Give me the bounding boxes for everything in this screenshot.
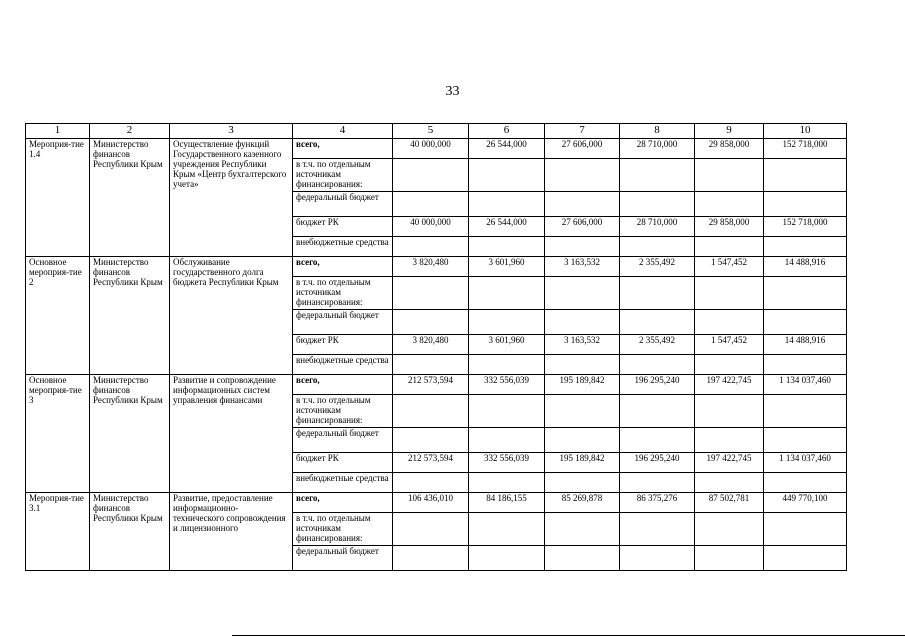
amount-cell: 29 858,000 xyxy=(695,217,764,237)
funding-source-cell: бюджет РК xyxy=(293,217,393,237)
executor-cell: Министерство финансов Республики Крым xyxy=(90,375,170,493)
amount-cell xyxy=(695,513,764,546)
col-header: 2 xyxy=(90,124,170,139)
funding-source-cell: всего, xyxy=(293,493,393,513)
amount-cell: 3 601,960 xyxy=(469,257,545,277)
table-row xyxy=(26,257,847,277)
amount-cell: 449 770,100 xyxy=(764,493,847,513)
funding-source-cell: в т.ч. по отдельным источникам финансирования: xyxy=(293,513,393,546)
amount-cell xyxy=(695,277,764,310)
amount-cell xyxy=(545,310,620,335)
amount-cell xyxy=(393,513,469,546)
description-cell: Осуществление функций Государственного казенного учреждения Республики Крым «Центр бухгалтерского учета» xyxy=(170,139,293,257)
amount-cell xyxy=(620,513,695,546)
amount-cell: 332 556,039 xyxy=(469,375,545,395)
amount-cell: 3 820,480 xyxy=(393,257,469,277)
amount-cell xyxy=(695,310,764,335)
amount-cell: 3 601,960 xyxy=(469,335,545,355)
funding-source-cell: всего, xyxy=(293,375,393,395)
col-header: 6 xyxy=(469,124,545,139)
amount-cell xyxy=(695,546,764,571)
funding-source-cell: бюджет РК xyxy=(293,335,393,355)
amount-cell xyxy=(620,237,695,257)
col-header: 9 xyxy=(695,124,764,139)
amount-cell xyxy=(393,546,469,571)
amount-cell xyxy=(469,513,545,546)
funding-source-cell: федеральный бюджет xyxy=(293,428,393,453)
amount-cell xyxy=(695,428,764,453)
activity-cell: Основное мероприя-тие 3 xyxy=(26,375,90,493)
funding-source-cell: в т.ч. по отдельным источникам финансирования: xyxy=(293,277,393,310)
amount-cell xyxy=(469,428,545,453)
amount-cell: 195 189,842 xyxy=(545,375,620,395)
amount-cell xyxy=(545,277,620,310)
funding-source-cell: федеральный бюджет xyxy=(293,310,393,335)
amount-cell: 196 295,240 xyxy=(620,453,695,473)
amount-cell xyxy=(469,237,545,257)
amount-cell xyxy=(695,355,764,375)
amount-cell xyxy=(545,159,620,192)
amount-cell xyxy=(545,473,620,493)
amount-cell xyxy=(620,355,695,375)
amount-cell: 28 710,000 xyxy=(620,217,695,237)
table-row xyxy=(26,375,847,395)
amount-cell xyxy=(764,473,847,493)
bottom-rule xyxy=(232,635,905,636)
amount-cell: 1 134 037,460 xyxy=(764,453,847,473)
amount-cell: 196 295,240 xyxy=(620,375,695,395)
table-row xyxy=(26,139,847,159)
funding-source-cell: внебюджетные средства xyxy=(293,473,393,493)
col-header: 1 xyxy=(26,124,90,139)
amount-cell xyxy=(545,237,620,257)
amount-cell xyxy=(469,355,545,375)
funding-source-cell: бюджет РК xyxy=(293,453,393,473)
amount-cell xyxy=(695,473,764,493)
amount-cell: 84 186,155 xyxy=(469,493,545,513)
description-cell: Развитие, предоставление информационно-технического сопровождения и лицензионного xyxy=(170,493,293,571)
amount-cell xyxy=(764,513,847,546)
amount-cell xyxy=(620,277,695,310)
amount-cell xyxy=(393,159,469,192)
funding-source-cell: внебюджетные средства xyxy=(293,355,393,375)
amount-cell: 26 544,000 xyxy=(469,217,545,237)
col-header: 10 xyxy=(764,124,847,139)
page-number: 33 xyxy=(445,84,460,99)
amount-cell: 85 269,878 xyxy=(545,493,620,513)
amount-cell: 1 547,452 xyxy=(695,335,764,355)
amount-cell xyxy=(393,310,469,335)
amount-cell xyxy=(545,355,620,375)
amount-cell xyxy=(620,192,695,217)
amount-cell xyxy=(764,428,847,453)
executor-cell: Министерство финансов Республики Крым xyxy=(90,493,170,571)
amount-cell: 26 544,000 xyxy=(469,139,545,159)
amount-cell: 1 134 037,460 xyxy=(764,375,847,395)
amount-cell xyxy=(764,395,847,428)
amount-cell: 152 718,000 xyxy=(764,217,847,237)
amount-cell xyxy=(764,546,847,571)
amount-cell: 40 000,000 xyxy=(393,217,469,237)
amount-cell xyxy=(764,355,847,375)
amount-cell xyxy=(620,546,695,571)
amount-cell: 2 355,492 xyxy=(620,257,695,277)
amount-cell xyxy=(469,546,545,571)
amount-cell xyxy=(393,428,469,453)
amount-cell: 3 820,480 xyxy=(393,335,469,355)
amount-cell xyxy=(393,355,469,375)
executor-cell: Министерство финансов Республики Крым xyxy=(90,257,170,375)
amount-cell xyxy=(695,192,764,217)
col-header: 7 xyxy=(545,124,620,139)
amount-cell: 332 556,039 xyxy=(469,453,545,473)
activity-cell: Основное мероприя-тие 2 xyxy=(26,257,90,375)
funding-source-cell: в т.ч. по отдельным источникам финансирования: xyxy=(293,159,393,192)
amount-cell xyxy=(764,192,847,217)
amount-cell: 197 422,745 xyxy=(695,375,764,395)
amount-cell xyxy=(469,395,545,428)
table-row xyxy=(26,493,847,513)
funding-source-cell: всего, xyxy=(293,257,393,277)
activity-cell: Мероприя-тие 1.4 xyxy=(26,139,90,257)
activity-cell: Мероприя-тие 3.1 xyxy=(26,493,90,571)
amount-cell xyxy=(764,310,847,335)
amount-cell: 27 606,000 xyxy=(545,139,620,159)
budget-table xyxy=(25,123,847,571)
amount-cell xyxy=(393,192,469,217)
amount-cell: 195 189,842 xyxy=(545,453,620,473)
amount-cell xyxy=(393,237,469,257)
amount-cell xyxy=(393,395,469,428)
amount-cell: 212 573,594 xyxy=(393,453,469,473)
amount-cell xyxy=(469,310,545,335)
funding-source-cell: внебюджетные средства xyxy=(293,237,393,257)
amount-cell xyxy=(620,310,695,335)
amount-cell xyxy=(620,159,695,192)
col-header: 4 xyxy=(293,124,393,139)
amount-cell xyxy=(764,237,847,257)
col-header: 8 xyxy=(620,124,695,139)
amount-cell xyxy=(393,473,469,493)
amount-cell xyxy=(764,277,847,310)
amount-cell: 3 163,532 xyxy=(545,335,620,355)
amount-cell xyxy=(545,192,620,217)
amount-cell: 87 502,781 xyxy=(695,493,764,513)
amount-cell xyxy=(545,513,620,546)
amount-cell: 2 355,492 xyxy=(620,335,695,355)
description-cell: Обслуживание государственного долга бюджета Республики Крым xyxy=(170,257,293,375)
executor-cell: Министерство финансов Республики Крым xyxy=(90,139,170,257)
amount-cell xyxy=(620,473,695,493)
col-header: 3 xyxy=(170,124,293,139)
amount-cell: 152 718,000 xyxy=(764,139,847,159)
amount-cell: 29 858,000 xyxy=(695,139,764,159)
amount-cell: 28 710,000 xyxy=(620,139,695,159)
funding-source-cell: федеральный бюджет xyxy=(293,192,393,217)
amount-cell: 14 488,916 xyxy=(764,257,847,277)
amount-cell: 40 000,000 xyxy=(393,139,469,159)
amount-cell: 1 547,452 xyxy=(695,257,764,277)
table-body xyxy=(26,139,847,571)
amount-cell xyxy=(469,192,545,217)
amount-cell xyxy=(469,277,545,310)
amount-cell xyxy=(764,159,847,192)
funding-source-cell: в т.ч. по отдельным источникам финансирования: xyxy=(293,395,393,428)
amount-cell xyxy=(545,428,620,453)
amount-cell xyxy=(620,428,695,453)
amount-cell: 106 436,010 xyxy=(393,493,469,513)
amount-cell xyxy=(620,395,695,428)
amount-cell: 197 422,745 xyxy=(695,453,764,473)
amount-cell xyxy=(545,395,620,428)
amount-cell xyxy=(469,159,545,192)
funding-source-cell: федеральный бюджет xyxy=(293,546,393,571)
amount-cell xyxy=(695,237,764,257)
amount-cell: 14 488,916 xyxy=(764,335,847,355)
col-header: 5 xyxy=(393,124,469,139)
amount-cell: 3 163,532 xyxy=(545,257,620,277)
amount-cell xyxy=(695,159,764,192)
amount-cell xyxy=(469,473,545,493)
description-cell: Развитие и сопровождение информационных систем управления финансами xyxy=(170,375,293,493)
amount-cell xyxy=(393,277,469,310)
funding-source-cell: всего, xyxy=(293,139,393,159)
amount-cell: 86 375,276 xyxy=(620,493,695,513)
amount-cell xyxy=(545,546,620,571)
amount-cell xyxy=(695,395,764,428)
column-number-row xyxy=(26,124,847,139)
amount-cell: 212 573,594 xyxy=(393,375,469,395)
amount-cell: 27 606,000 xyxy=(545,217,620,237)
